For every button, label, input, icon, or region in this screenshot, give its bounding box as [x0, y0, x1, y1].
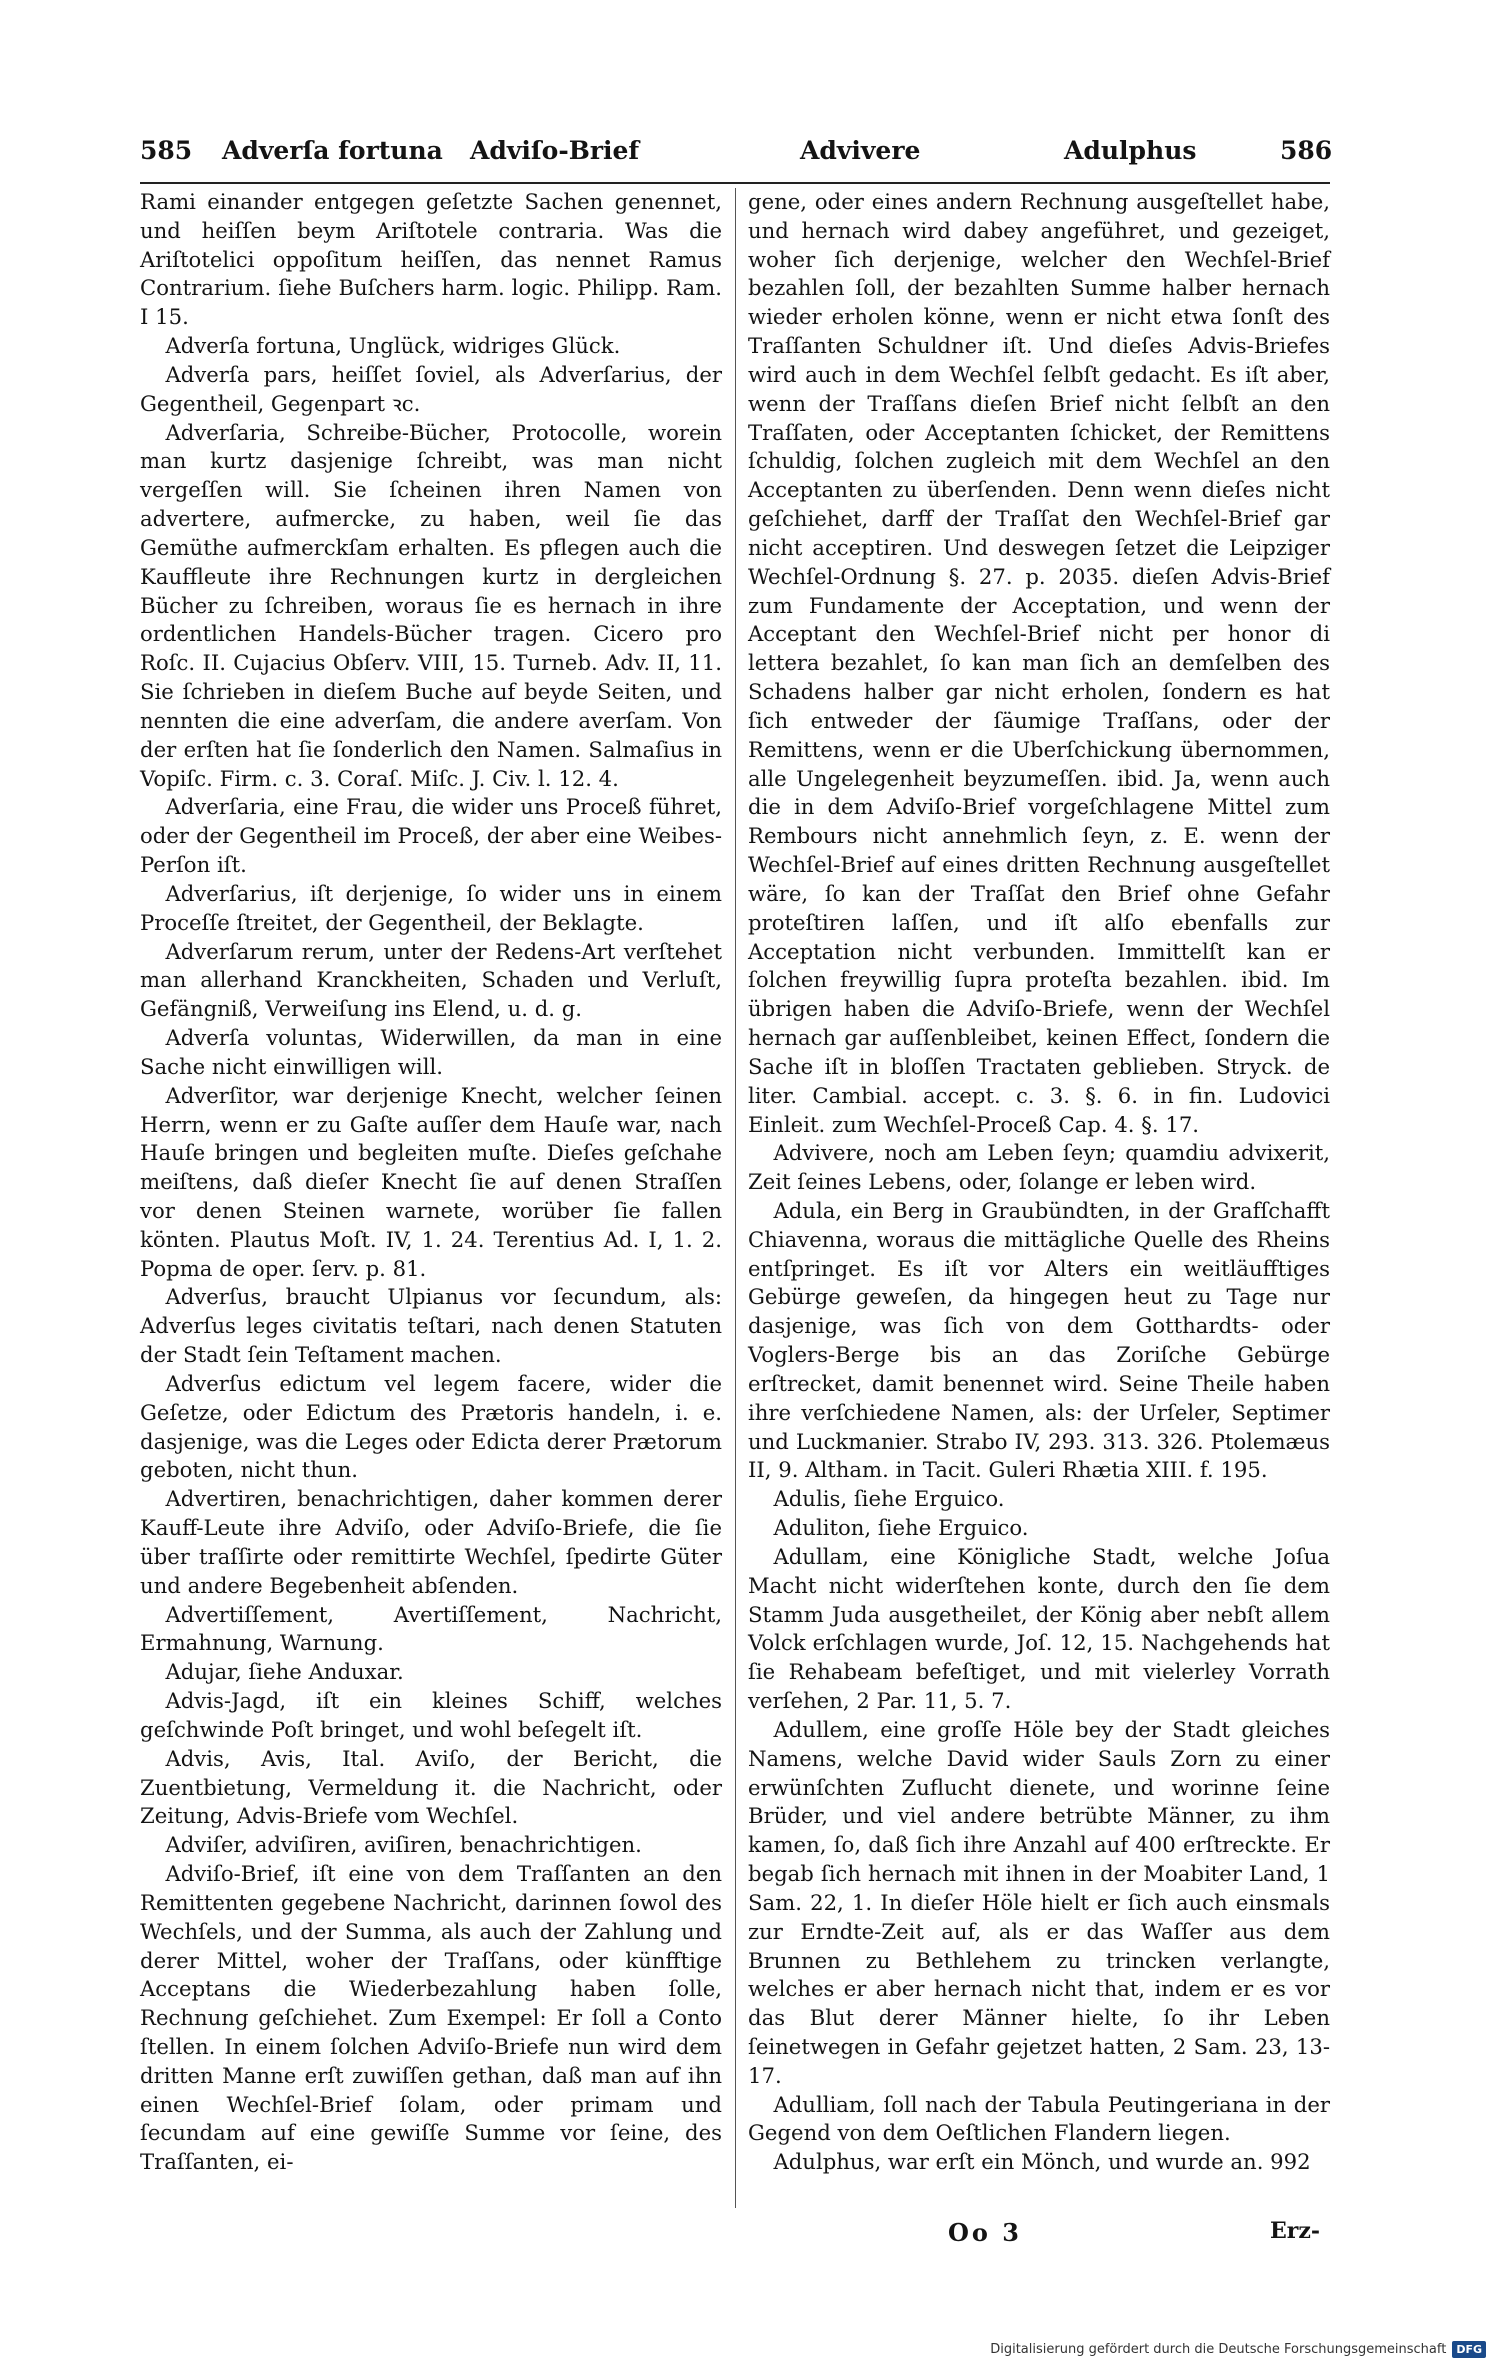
dictionary-entry: Adujar, ſiehe Anduxar.: [165, 1659, 404, 1685]
dictionary-entry: Adulis, ſiehe Erguico.: [773, 1486, 1005, 1512]
dictionary-entry: Adverſarius, iſt derjenige, ſo wider uns in einem Proceſſe ſtreitet, der Gegentheil, der Beklagte.: [140, 880, 722, 935]
page-number-right: 586: [1280, 136, 1333, 165]
dictionary-page: [140, 130, 1333, 2247]
running-header: [140, 130, 1333, 174]
signature-mark: Oo 3: [948, 2218, 1022, 2247]
dictionary-entry: Adullam, eine Königliche Stadt, welche Joſua Macht nicht widerſtehen konte, durch den ſie dem Stamm Juda ausgetheilet, der König aber nebſt allem Volck erſchlagen wurde, Joſ. 12, 15. Nachgehends hat ſie Rehabeam befeſtiget, und mit vielerley Vorrath verſehen, 2 Par. 11, 5. 7.: [748, 1543, 1330, 1714]
dictionary-entry: Adullem, eine groſſe Höle bey der Stadt gleiches Namens, welche David wider Sauls Zorn zu einer erwünſchten Zuflucht dienete, und worinne ſeine Brüder, und viel andere betrübte Männer, zu ihm kamen, ſo, daß ſich ihre Anzahl auf 400 erſtreckte. Er begab ſich hernach mit ihnen in der Moabiter Land, 1 Sam. 22, 1. In dieſer Höle hielt er ſich auch einsmals zur Erndte-Zeit auf, als er das Waſſer aus dem Brunnen zu Bethlehem zu trincken verlangte, welches er aber hernach nicht that, indem er es vor das Blut derer Männer hielte, ſo ihr Leben ſeinetwegen in Gefahr gejetzet hatten, 2 Sam. 23, 13-17.: [748, 1716, 1330, 2088]
dictionary-entry: Adula, ein Berg in Graubündten, in der Grafſchafft Chiavenna, woraus die mittägliche Quelle des Rheins entſpringet. Es iſt vor Alters ein weitläufftiges Gebürge geweſen, da hingegen heut zu Tage nur dasjenige, was ſich von dem Gotthardts- oder Voglers-Berge bis an das Zoriſche Gebürge erſtrecket, damit benennet wird. Seine Theile haben ihre verſchiedene Namen, als: der Urſeler, Septimer und Luckmanier. Strabo IV, 293. 313. 326. Ptolemæus II, 9. Altham. in Tacit. Guleri Rhætia XIII. f. 195.: [748, 1197, 1330, 1483]
dictionary-entry: gene, oder eines andern Rechnung ausgeſtellet habe, und hernach wird dabey angeführet, und gezeiget, woher ſich derjenige, welcher den Wechſel-Brief bezahlen ſoll, der bezahlten Summe halber hernach wieder erholen könne, wenn er nicht etwa ſonſt des Traſſanten Schuldner iſt. Und dieſes Advis-Briefes wird auch in dem Wechſel ſelbſt gedacht. Es iſt aber, wenn der Traſſans dieſen Brief nicht ſelbſt an den Traſſaten, oder Acceptanten ſchicket, der Remittens ſchuldig, ſolchen zugleich mit dem Wechſel an den Acceptanten zu überſenden. Denn wenn dieſes nicht geſchiehet, darff der Traſſat den Wechſel-Brief gar nicht acceptiren. Und deswegen ſetzet die Leipziger Wechſel-Ordnung §. 27. p. 2035. dieſen Advis-Brief zum Fundamente der Acceptation, und wenn der Acceptant den Wechſel-Brief nicht per honor di lettera bezahlet, ſo kan man ſich an demſelben des Schadens halber gar nicht erholen, ſondern es hat ſich entweder der ſäumige Traſſans, oder der Remittens, wenn er die Uberſchickung übernommen, alle Ungelegenheit beyzumeſſen. ibid. Ja, wenn auch die in dem Adviſo-Brief vorgeſchlagene Mittel zum Rembours nicht annehmlich ſeyn, z. E. wenn der Wechſel-Brief auf eines dritten Rechnung ausgeſtellet wäre, ſo kan der Traſſat den Brief ohne Gefahr proteſtiren laſſen, und iſt alſo ebenfalls zur Acceptation nicht verbunden. Immittelſt kan er ſolchen freywillig ſupra proteſta bezahlen. ibid. Im übrigen haben die Adviſo-Briefe, wenn der Wechſel hernach gar auſſenbleibet, keinen Effect, ſondern die Sache iſt in bloſſen Tractaten geblieben. Stryck. de liter. Cambial. accept. c. 3. §. 6. in fin. Ludovici Einleit. zum Wechſel-Proceß Cap. 4. §. 17.: [748, 189, 1330, 1137]
digitization-footer: [990, 2341, 1486, 2358]
header-keyword-left-2: Adviſo-Brief: [470, 136, 640, 165]
column-divider: [735, 188, 736, 2208]
dictionary-entry: Advertiſſement, Avertiſſement, Nachricht, Ermahnung, Warnung.: [140, 1601, 722, 1656]
dictionary-entry: Adviſer, adviſiren, aviſiren, benachrichtigen.: [165, 1832, 642, 1858]
dictionary-entry: Aduliton, ſiehe Erguico.: [773, 1515, 1029, 1541]
footer-text: Digitalisierung gefördert durch die Deutsche Forschungsgemeinschaft: [990, 2342, 1447, 2357]
dfg-logo-icon: DFG: [1452, 2341, 1486, 2358]
catchword: Erz-: [1270, 2218, 1320, 2244]
right-column: [748, 188, 1330, 2177]
dictionary-entry: Adverſaria, Schreibe-Bücher, Protocolle, worein man kurtz dasjenige ſchreibt, was man nicht vergeſſen will. Sie ſcheinen ihren Namen von advertere, aufmercke, zu haben, weil ſie das Gemüthe aufmerckſam erhalten. Es pflegen auch die Kauffleute ihre Rechnungen kurtz in dergleichen Bücher zu ſchreiben, woraus ſie es hernach in ihre ordentlichen Handels-Bücher tragen. Cicero pro Roſc. II. Cujacius Obſerv. VIII, 15. Turneb. Adv. II, 11. Sie ſchrieben in dieſem Buche auf beyde Seiten, und nennten die eine adverſam, die andere averſam. Von der erſten hat ſie ſonderlich den Namen. Salmaſius in Vopiſc. Firm. c. 3. Coraſ. Miſc. J. Civ. l. 12. 4.: [140, 419, 722, 791]
dictionary-entry: Rami einander entgegen geſetzte Sachen genennet, und heiſſen beym Ariſtotele contraria. Was die Ariſtotelici oppoſitum heiſſen, das nennet Ramus Contrarium. ſiehe Buſchers harm. logic. Philipp. Ram. I 15.: [140, 189, 722, 330]
dictionary-entry: Adulphus, war erſt ein Mönch, und wurde an. 992: [773, 2149, 1311, 2175]
dictionary-entry: Adulliam, ſoll nach der Tabula Peutingeriana in der Gegend von dem Oeſtlichen Flandern liegen.: [748, 2091, 1330, 2146]
dictionary-entry: Adverſus edictum vel legem facere, wider die Geſetze, oder Edictum des Prætoris handeln, i. e. dasjenige, was die Leges oder Edicta derer Prætorum geboten, nicht thun.: [140, 1370, 722, 1483]
dictionary-entry: Adverſitor, war derjenige Knecht, welcher ſeinen Herrn, wenn er zu Gaſte auſſer dem Hauſe war, nach Hauſe bringen und begleiten muſte. Dieſes geſchahe meiſtens, daß dieſer Knecht ſie auf denen Straſſen vor denen Steinen warnete, worüber ſie fallen könten. Plautus Moſt. IV, 1. 24. Terentius Ad. I, 1. 2. Popma de oper. ſerv. p. 81.: [140, 1082, 722, 1281]
dictionary-entry: Advis-Jagd, iſt ein kleines Schiff, welches geſchwinde Poſt bringet, und wohl beſegelt iſt.: [140, 1688, 722, 1742]
dictionary-entry: Adverſaria, eine Frau, die wider uns Proceß führet, oder der Gegentheil im Proceß, der aber eine Weibes-Perſon iſt.: [140, 794, 722, 878]
left-column: [140, 188, 722, 2177]
dictionary-entry: Adviſo-Brief, iſt eine von dem Traſſanten an den Remittenten gegebene Nachricht, darinnen ſowol des Wechſels, und der Summa, als auch der Zahlung und derer Mittel, woher der Traſſans, oder künfftige Acceptans die Wiederbezahlung haben ſolle, Rechnung geſchiehet. Zum Exempel: Er ſoll a Conto ſtellen. In einem ſolchen Adviſo-Briefe nun wird dem dritten Manne erſt zuwiſſen gethan, daß man auf ihn einen Wechſel-Brief ſolam, oder primam und ſecundam auf eine gewiſſe Summe vor ſeine, des Traſſanten, ei-: [140, 1861, 722, 2175]
dictionary-entry: Advertiren, benachrichtigen, daher kommen derer Kauff-Leute ihre Adviſo, oder Adviſo-Briefe, die ſie über traſſirte oder remittirte Wechſel, ſpedirte Güter und andere Begebenheit abſenden.: [140, 1486, 722, 1598]
dictionary-entry: Adverſa pars, heiſſet ſoviel, als Adverſarius, der Gegentheil, Gegenpart ꝛc.: [140, 361, 722, 416]
header-keyword-right-1: Advivere: [800, 136, 921, 165]
dictionary-entry: Adverſus, braucht Ulpianus vor ſecundum, als: Adverſus leges civitatis teſtari, nach denen Statuten der Stadt ſein Teſtament machen.: [140, 1284, 722, 1368]
page-number-left: 585: [140, 136, 193, 165]
header-keyword-right-2: Adulphus: [1064, 136, 1197, 165]
dictionary-entry: Adverſa fortuna, Unglück, widriges Glück.: [165, 333, 621, 359]
dictionary-entry: Adverſa voluntas, Widerwillen, da man in eine Sache nicht einwilligen will.: [140, 1025, 722, 1079]
header-keyword-left-1: Adverſa fortuna: [222, 136, 443, 165]
dictionary-entry: Adverſarum rerum, unter der Redens-Art verſtehet man allerhand Kranckheiten, Schaden und Verluſt, Gefängniß, Verweiſung ins Elend, u. d. g.: [140, 938, 722, 1022]
dictionary-entry: Advivere, noch am Leben ſeyn; quamdiu advixerit, Zeit ſeines Lebens, oder, ſolange er leben wird.: [748, 1140, 1330, 1195]
header-rule: [140, 182, 1330, 184]
dictionary-entry: Advis, Avis, Ital. Aviſo, der Bericht, die Zuentbietung, Vermeldung it. die Nachricht, oder Zeitung, Advis-Briefe vom Wechſel.: [140, 1745, 722, 1829]
